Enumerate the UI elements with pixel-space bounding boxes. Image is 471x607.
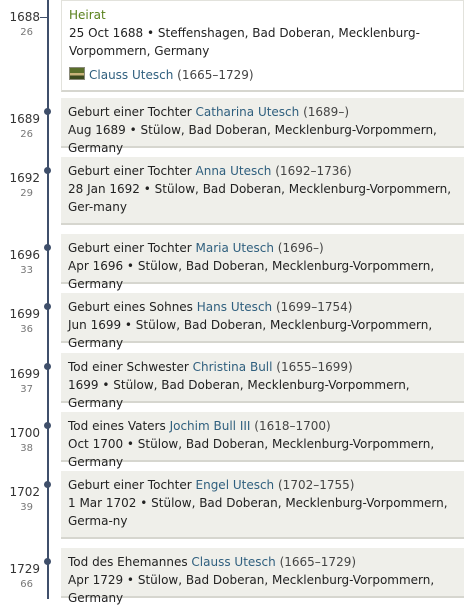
timeline-dot bbox=[44, 481, 51, 488]
event-year: 1692 bbox=[9, 171, 40, 185]
event-title bbox=[68, 358, 458, 376]
event-type: Geburt einer Tochter bbox=[68, 478, 192, 492]
event-age: 26 bbox=[20, 129, 33, 140]
timeline-axis bbox=[47, 0, 49, 599]
person-link[interactable]: Maria Utesch bbox=[195, 241, 274, 255]
event-card bbox=[61, 157, 464, 225]
event-card bbox=[61, 471, 464, 539]
timeline-dot bbox=[44, 244, 51, 251]
event-type: Geburt einer Tochter bbox=[68, 105, 192, 119]
timeline-dot bbox=[44, 363, 51, 370]
event-year: 1702 bbox=[9, 485, 40, 499]
spouse-row bbox=[69, 66, 457, 84]
event-date-place: Oct 1700 • Stülow, Bad Doberan, Mecklenburg-Vorpommern, Germany bbox=[68, 437, 435, 469]
event-card bbox=[61, 0, 464, 92]
event-age: 38 bbox=[20, 443, 33, 454]
person-dates: (1618–1700) bbox=[254, 419, 331, 433]
person-link[interactable]: Catharina Utesch bbox=[195, 105, 300, 119]
event-title bbox=[68, 162, 458, 180]
person-dates: (1702–1755) bbox=[278, 478, 355, 492]
person-link[interactable]: Anna Utesch bbox=[195, 164, 272, 178]
event-card bbox=[61, 293, 464, 350]
event-age: 26 bbox=[20, 27, 33, 38]
event-card bbox=[61, 548, 464, 605]
event-date-place: 28 Jan 1692 • Stülow, Bad Doberan, Mecklenburg-Vorpommern, Ger-many bbox=[68, 182, 452, 214]
event-card bbox=[61, 353, 464, 410]
event-type: Geburt einer Tochter bbox=[68, 164, 192, 178]
event-age: 66 bbox=[20, 579, 33, 590]
timeline-dot bbox=[44, 303, 51, 310]
event-date-place: Apr 1696 • Stülow, Bad Doberan, Mecklenburg-Vorpommern, Germany bbox=[68, 259, 435, 291]
event-date-place: 25 Oct 1688 • Steffenshagen, Bad Doberan, Mecklenburg-Vorpommern, Germany bbox=[69, 26, 420, 58]
person-dates: (1699–1754) bbox=[275, 300, 353, 314]
event-year: 1688 bbox=[9, 10, 40, 24]
spouse-link[interactable]: Clauss Utesch bbox=[89, 68, 174, 82]
event-date-place: 1699 • Stülow, Bad Doberan, Mecklenburg-Vorpommern, Germany bbox=[68, 378, 410, 410]
person-link[interactable]: Jochim Bull III bbox=[169, 419, 251, 433]
timeline-dot bbox=[44, 108, 51, 115]
event-title: Heirat bbox=[69, 8, 106, 22]
person-dates: (1696–) bbox=[277, 241, 324, 255]
event-year: 1699 bbox=[9, 307, 40, 321]
event-year: 1689 bbox=[9, 112, 40, 126]
event-title bbox=[68, 476, 458, 494]
person-link[interactable]: Hans Utesch bbox=[196, 300, 273, 314]
person-dates: (1655–1699) bbox=[276, 360, 353, 374]
event-date-place: Aug 1689 • Stülow, Bad Doberan, Mecklenburg-Vorpommern, Germany bbox=[68, 123, 437, 155]
person-link[interactable]: Christina Bull bbox=[192, 360, 273, 374]
event-type: Geburt einer Tochter bbox=[68, 241, 192, 255]
timeline-dot bbox=[44, 558, 51, 565]
event-type: Geburt eines Sohnes bbox=[68, 300, 193, 314]
timeline-tick bbox=[40, 17, 47, 18]
timeline-dot bbox=[44, 422, 51, 429]
event-card bbox=[61, 234, 464, 291]
event-age: 33 bbox=[20, 265, 33, 276]
event-date-place: Jun 1699 • Stülow, Bad Doberan, Mecklenburg-Vorpommern, Germany bbox=[68, 318, 433, 350]
event-year: 1729 bbox=[9, 562, 40, 576]
event-type: Tod einer Schwester bbox=[68, 360, 189, 374]
event-type: Tod eines Vaters bbox=[68, 419, 166, 433]
event-title bbox=[68, 298, 458, 316]
event-age: 37 bbox=[20, 384, 33, 395]
person-dates: (1689–) bbox=[303, 105, 349, 119]
timeline-dot bbox=[44, 167, 51, 174]
event-date-place: 1 Mar 1702 • Stülow, Bad Doberan, Mecklenburg-Vorpommern, Germa-ny bbox=[68, 496, 448, 528]
person-dates: (1692–1736) bbox=[275, 164, 352, 178]
event-card bbox=[61, 98, 464, 155]
person-dates: (1665–1729) bbox=[279, 555, 357, 569]
event-age: 39 bbox=[20, 502, 33, 513]
event-title bbox=[68, 103, 458, 121]
event-title bbox=[68, 417, 458, 435]
event-age: 36 bbox=[20, 324, 33, 335]
event-type: Tod des Ehemannes bbox=[68, 555, 188, 569]
event-age: 29 bbox=[20, 188, 33, 199]
person-photo-icon bbox=[69, 67, 85, 80]
event-year: 1700 bbox=[9, 426, 40, 440]
person-link[interactable]: Engel Utesch bbox=[195, 478, 275, 492]
event-title bbox=[68, 553, 458, 571]
event-year: 1696 bbox=[9, 248, 40, 262]
spouse-dates: (1665–1729) bbox=[177, 68, 254, 82]
person-link[interactable]: Clauss Utesch bbox=[191, 555, 276, 569]
event-date-place: Apr 1729 • Stülow, Bad Doberan, Mecklenburg-Vorpommern, Germany bbox=[68, 573, 435, 605]
event-year: 1699 bbox=[9, 367, 40, 381]
event-card bbox=[61, 412, 464, 469]
event-title bbox=[68, 239, 458, 257]
